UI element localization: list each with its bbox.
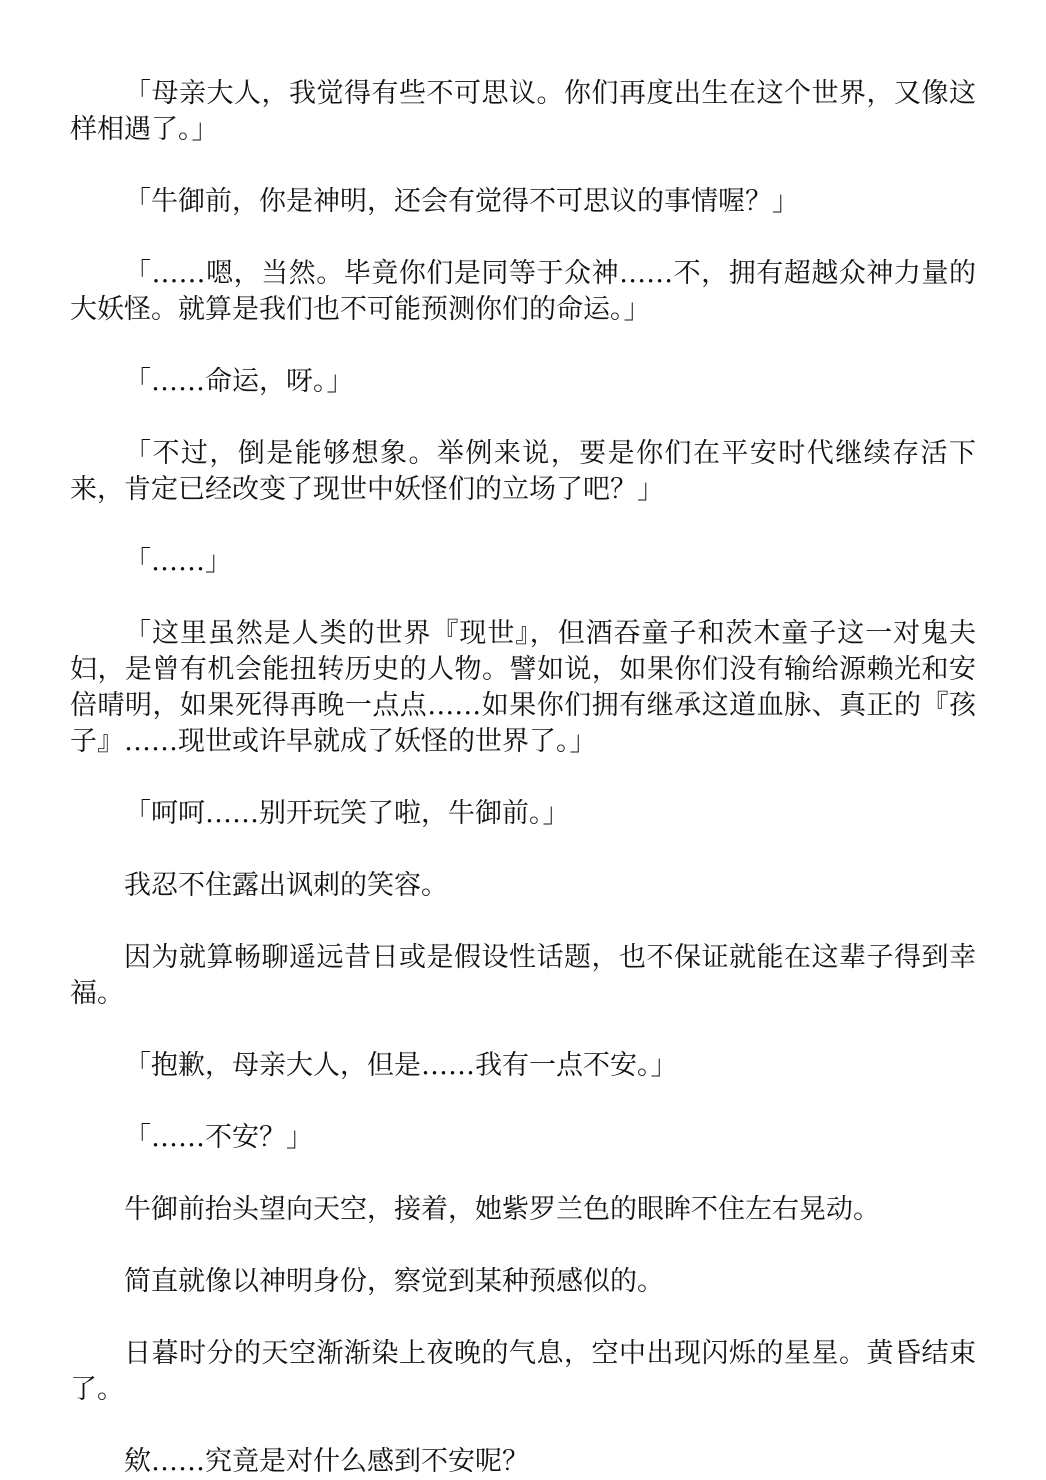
paragraph-2: 「牛御前，你是神明，还会有觉得不可思议的事情喔？」 — [124, 186, 799, 217]
paragraph-10: 因为就算畅聊遥远昔日或是假设性话题，也不保证就能在这辈子得到幸福。 — [70, 942, 976, 1009]
paragraph-3: 「……嗯，当然。毕竟你们是同等于众神……不，拥有超越众神力量的大妖怪。就算是我们也不可能预测你们的命运。」 — [70, 258, 976, 325]
paragraph-6: 「……」 — [124, 546, 232, 577]
paragraph-15: 日暮时分的天空渐渐染上夜晚的气息，空中出现闪烁的星星。黄昏结束了。 — [70, 1338, 976, 1405]
paragraph-1: 「母亲大人，我觉得有些不可思议。你们再度出生在这个世界，又像这样相遇了。」 — [70, 78, 976, 145]
paragraph-11: 「抱歉，母亲大人，但是……我有一点不安。」 — [124, 1050, 678, 1081]
paragraph-13: 牛御前抬头望向天空，接着，她紫罗兰色的眼眸不住左右晃动。 — [124, 1194, 880, 1225]
paragraph-4: 「……命运，呀。」 — [124, 366, 354, 397]
paragraph-7: 「这里虽然是人类的世界『现世』，但酒吞童子和茨木童子这一对鬼夫妇，是曾有机会能扭转历史的人物。譬如说，如果你们没有输给源赖光和安倍晴明，如果死得再晚一点点……如果你们拥有继承这道血脉、真正的『孩子』……现世或许早就成了妖怪的世界了。」 — [70, 618, 976, 757]
paragraph-9: 我忍不住露出讽刺的笑容。 — [124, 870, 448, 901]
paragraph-5: 「不过，倒是能够想象。举例来说，要是你们在平安时代继续存活下来，肯定已经改变了现世中妖怪们的立场了吧？」 — [70, 438, 976, 505]
paragraph-12: 「……不安？」 — [124, 1122, 313, 1153]
paragraph-8: 「呵呵……别开玩笑了啦，牛御前。」 — [124, 798, 570, 829]
paragraph-14: 简直就像以神明身份，察觉到某种预感似的。 — [124, 1266, 664, 1297]
paragraph-16: 欸……究竟是对什么感到不安呢？ — [124, 1446, 529, 1477]
